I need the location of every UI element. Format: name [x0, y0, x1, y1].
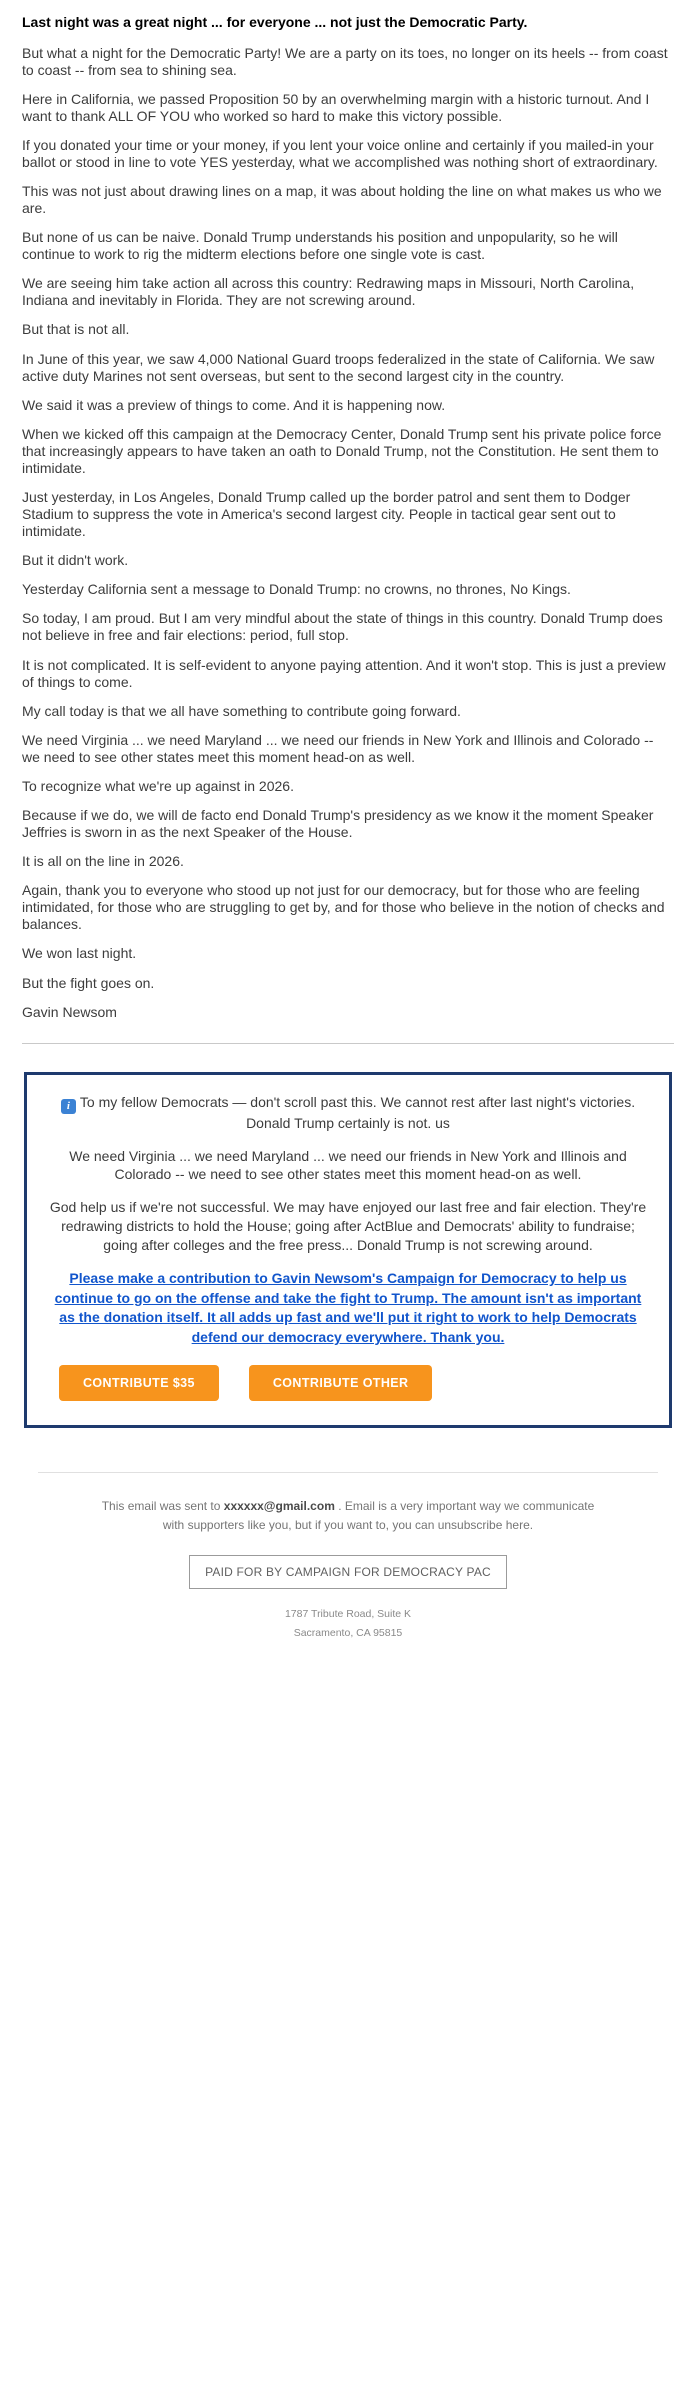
signature: Gavin Newsom: [22, 1003, 117, 1020]
paragraph: We won last night.: [22, 945, 137, 962]
contribution-link-paragraph: [47, 1269, 649, 1347]
paragraph: But that is not all.: [22, 321, 130, 338]
footer-sent-line: [96, 1497, 601, 1534]
paragraph: Yesterday California sent a message to Donald Trump: no crowns, no thrones, No Kings.: [22, 581, 571, 598]
box-paragraph: We need Virginia ... we need Maryland ... we need our friends in New York and Illinois and Colorado -- we need to see other states meet this moment head-on as well.: [69, 1147, 627, 1183]
address-line-1: 1787 Tribute Road, Suite K: [284, 1607, 412, 1620]
paragraph: My call today is that we all have something to contribute going forward.: [22, 702, 461, 719]
paragraph: In June of this year, we saw 4,000 National Guard troops federalized in the state of California. We saw active duty Marines not sent overseas, but sent to the second largest city in the country.: [22, 350, 655, 384]
donation-box: [24, 1072, 672, 1429]
box-intro-text: To my fellow Democrats — don't scroll past this. We cannot rest after last night's victories. Donald Trump certainly is not. us: [79, 1093, 636, 1131]
footer-sent-prefix: This email was sent to: [101, 1499, 224, 1514]
paid-for-wrapper: [22, 1555, 674, 1589]
paragraph: But what a night for the Democratic Party! We are a party on its toes, no longer on its heels -- from coast to coast -- from sea to shining sea.: [22, 44, 668, 78]
contribute-other-button[interactable]: CONTRIBUTE OTHER: [249, 1365, 433, 1401]
paragraph: It is all on the line in 2026.: [22, 853, 184, 870]
paragraph: If you donated your time or your money, if you lent your voice online and certainly if you mailed-in your ballot or stood in line to vote YES yesterday, what we accomplished was nothing short of extraordinary.: [22, 136, 658, 170]
paragraph: When we kicked off this campaign at the Democracy Center, Donald Trump sent his private police force that increasingly appears to have taken an oath to Donald Trump, not the Constitution. He sent them to intimidate.: [22, 425, 662, 476]
divider: [22, 1043, 674, 1044]
contribute-buttons: [47, 1365, 649, 1401]
footer-divider: [38, 1472, 658, 1473]
paragraph: It is not complicated. It is self-evident to anyone paying attention. And it won't stop. This is just a preview of things to come.: [22, 656, 666, 690]
paragraph: We need Virginia ... we need Maryland ... we need our friends in New York and Illinois and Colorado -- we need to see other states meet this moment head-on as well.: [22, 731, 654, 765]
paragraph: So today, I am proud. But I am very mindful about the state of things in this country. Donald Trump does not believe in free and fair elections: period, full stop.: [22, 610, 663, 644]
paragraph: But the fight goes on.: [22, 974, 155, 991]
paragraph: We are seeing him take action all across this country: Redrawing maps in Missouri, North Carolina, Indiana and inevitably in Florida. They are not screwing around.: [22, 275, 635, 309]
footer: [22, 1497, 674, 1682]
footer-sent-suffix: .: [529, 1518, 534, 1533]
box-paragraph: God help us if we're not successful. We may have enjoyed our last free and fair election. They're redrawing districts to hold the House; going after ActBlue and Democrats' ability to fundraise; going after colleges and the free press... Donald Trump is not screwing around.: [49, 1199, 647, 1254]
paid-for-disclaimer: PAID FOR BY CAMPAIGN FOR DEMOCRACY PAC: [189, 1555, 507, 1589]
contribute-35-button[interactable]: CONTRIBUTE $35: [59, 1365, 219, 1401]
paragraph: But none of us can be naive. Donald Trump understands his position and unpopularity, so he will continue to work to rig the midterm elections before one single vote is cast.: [22, 229, 618, 263]
paragraph: Because if we do, we will de facto end Donald Trump's presidency as we know it the moment Speaker Jeffries is sworn in as the next Speaker of the House.: [22, 807, 654, 841]
contribution-link[interactable]: Please make a contribution to Gavin Newsom's Campaign for Democracy to help us continue to go on the offense and take the fight to Trump. The amount isn't as important as the donation itself. It all adds up fast and we'll put it right to work to help Democrats defend our democracy everywhere. Thank you.: [54, 1270, 642, 1345]
footer-sent-middle: . Email is a very important way we communicate with supporters like you, but if you want to, you can: [162, 1499, 595, 1533]
paragraph: Just yesterday, in Los Angeles, Donald Trump called up the border patrol and sent them to Dodger Stadium to suppress the vote in America's second largest city. People in tactical gear sent out to intimidate.: [22, 488, 631, 540]
paragraph: We said it was a preview of things to come. And it is happening now.: [22, 396, 446, 413]
paragraph: Here in California, we passed Proposition 50 by an overwhelming margin with a historic turnout. And I want to thank ALL OF YOU who worked so hard to make this victory possible.: [22, 90, 650, 124]
address-line-2: Sacramento, CA 95815: [293, 1626, 403, 1639]
paragraph: This was not just about drawing lines on a map, it was about holding the line on what makes us who we are.: [22, 182, 662, 217]
paragraph: To recognize what we're up against in 2026.: [22, 777, 294, 794]
info-icon: i: [61, 1099, 76, 1114]
address-block: [22, 1605, 674, 1683]
recipient-email: xxxxxx@gmail.com: [223, 1499, 335, 1514]
headline: Last night was a great night ... for everyone ... not just the Democratic Party.: [22, 14, 528, 30]
paragraph: Again, thank you to everyone who stood up not just for our democracy, but for those who are feeling intimidated, for those who are struggling to get by, and for those who believe in the notion of checks and balances.: [22, 882, 665, 933]
box-intro-paragraph: [47, 1093, 649, 1133]
unsubscribe-link[interactable]: unsubscribe here: [437, 1518, 530, 1533]
paragraph: But it didn't work.: [22, 552, 129, 569]
